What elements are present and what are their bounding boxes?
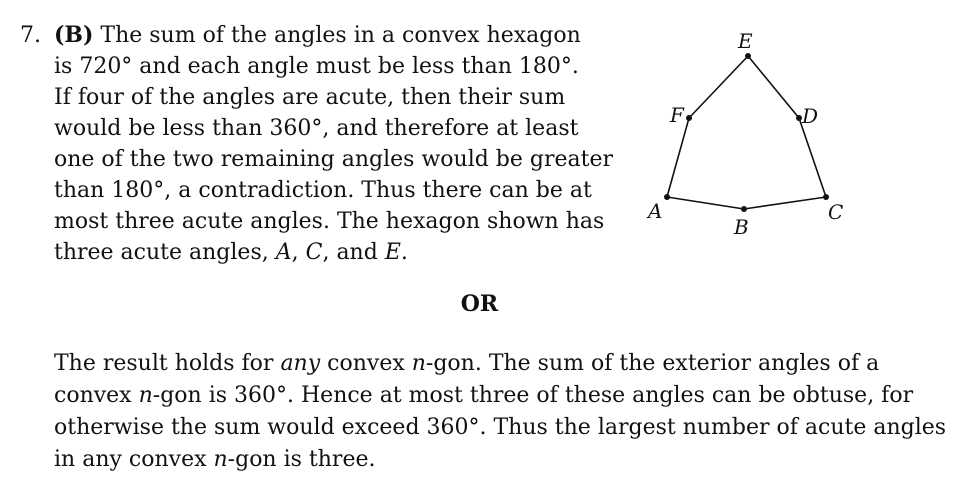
emphasis-any: any [280, 351, 321, 376]
solution-line-6: than 180°, a contradiction. Thus there can be at [54, 178, 592, 203]
vertex-c-label: C [828, 200, 844, 224]
solution-line-3: If four of the angles are acute, then their sum [54, 85, 566, 110]
hexagon-outline [667, 56, 826, 209]
alt-line-4-part-1: in any convex [54, 447, 214, 472]
alt-line-4 [54, 444, 934, 476]
variable-n: n [138, 383, 153, 408]
solution-line-1-text: The sum of the angles in a convex hexagon [93, 23, 581, 48]
angle-e-text: E [384, 240, 401, 265]
alt-line-2-part-2: -gon is 360°. Hence at most three of these angles can be obtuse, for [152, 383, 914, 408]
alt-line-3: otherwise the sum would exceed 360°. Thus the largest number of acute angles [54, 415, 947, 440]
variable-n: n [213, 447, 228, 472]
sep-1: , [291, 240, 306, 265]
vertex-e-label: E [738, 29, 753, 53]
solution-line-2: is 720° and each angle must be less than 180°. [54, 54, 579, 79]
solution-text [54, 20, 614, 268]
line-8-suffix: . [400, 240, 408, 265]
vertex-b-dot [741, 206, 747, 212]
vertex-d-label: D [802, 104, 819, 128]
sep-2: , and [322, 240, 385, 265]
answer-label: (B) [54, 22, 94, 48]
hexagon-figure [636, 24, 866, 248]
alt-line-2 [54, 380, 934, 412]
problem-number: 7. [20, 23, 41, 48]
alt-line-1 [54, 348, 934, 380]
vertex-a-label: A [648, 199, 663, 223]
solution-line-8 [54, 237, 599, 268]
alt-line-1-part-2: convex [320, 351, 412, 376]
vertex-f-label: F [670, 103, 684, 127]
alt-line-2-part-1: convex [54, 383, 139, 408]
line-8-prefix: three acute angles, [54, 240, 276, 265]
or-heading: OR [460, 291, 499, 317]
alt-line-1-part-1: The result holds for [54, 351, 281, 376]
solution-line-4: would be less than 360°, and therefore at least [54, 116, 579, 141]
angle-a-text: A [275, 240, 292, 265]
solution-line-7: most three acute angles. The hexagon shown has [54, 209, 605, 234]
alternative-solution [54, 348, 947, 476]
vertex-e-dot [745, 53, 751, 59]
alt-line-4-part-2: -gon is three. [227, 447, 376, 472]
solution-line-5: one of the two remaining angles would be greater [54, 147, 614, 172]
angle-c-text: C [305, 240, 323, 265]
vertex-a-dot [664, 194, 670, 200]
vertex-f-dot [686, 115, 692, 121]
solution-line-1 [54, 20, 599, 51]
variable-n: n [411, 351, 426, 376]
vertex-b-label: B [734, 215, 749, 239]
alt-line-1-part-3: -gon. The sum of the exterior angles of a [425, 351, 880, 376]
